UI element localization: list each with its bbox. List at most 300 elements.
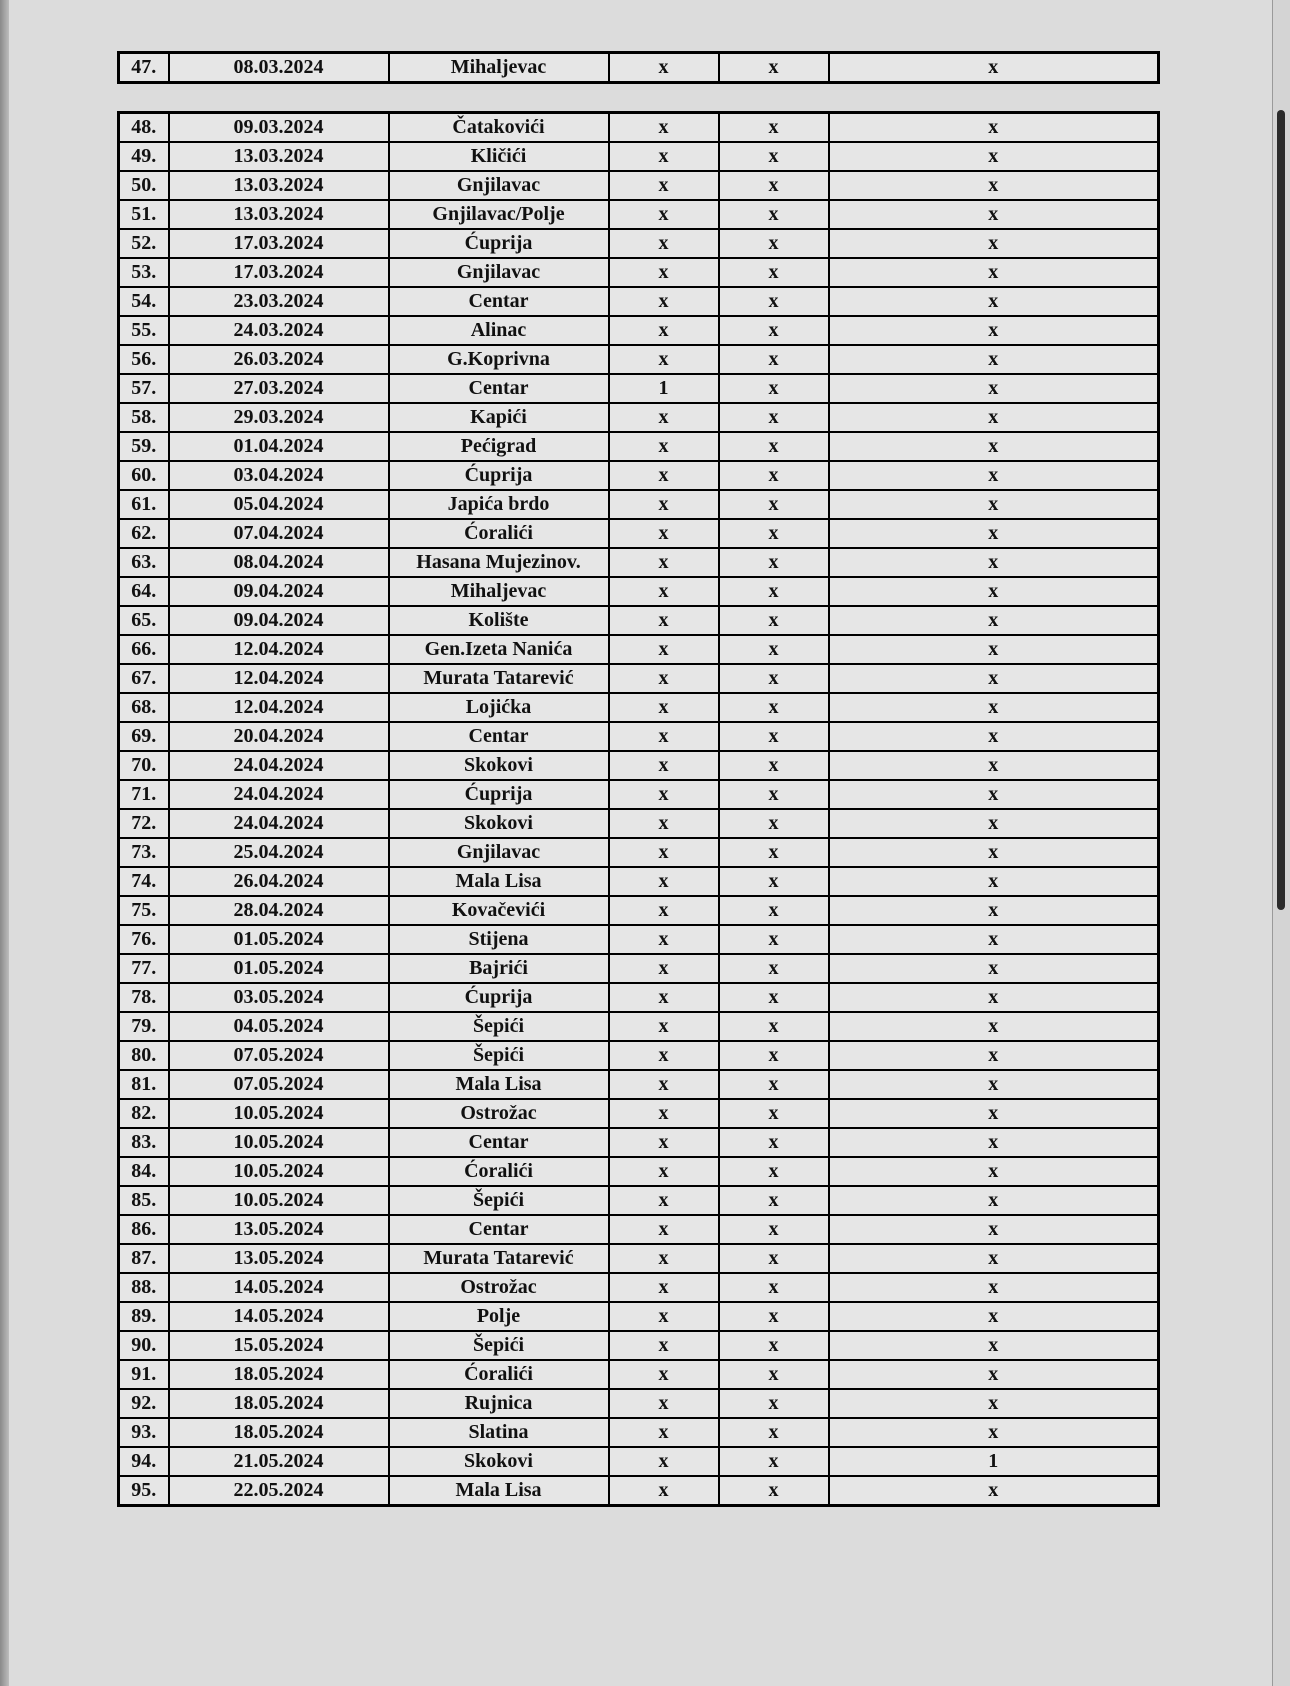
cell-col-c: x <box>829 1012 1159 1041</box>
cell-number: 94. <box>119 1447 169 1476</box>
cell-col-b: x <box>719 809 829 838</box>
cell-location: Mihaljevac <box>389 577 609 606</box>
cell-location: Kličići <box>389 142 609 171</box>
cell-col-b: x <box>719 171 829 200</box>
cell-date: 10.05.2024 <box>169 1157 389 1186</box>
cell-col-a: x <box>609 983 719 1012</box>
cell-number: 52. <box>119 229 169 258</box>
scrollbar-thumb[interactable] <box>1277 110 1285 910</box>
cell-number: 61. <box>119 490 169 519</box>
table-row <box>119 258 1159 287</box>
register-table-body <box>119 113 1159 1506</box>
cell-location: Kapići <box>389 403 609 432</box>
cell-date: 17.03.2024 <box>169 229 389 258</box>
cell-col-a: x <box>609 403 719 432</box>
table-row <box>119 635 1159 664</box>
cell-col-a: x <box>609 1331 719 1360</box>
cell-number: 90. <box>119 1331 169 1360</box>
cell-col-b: x <box>719 519 829 548</box>
cell-col-c: x <box>829 664 1159 693</box>
cell-location: Ćoralići <box>389 1360 609 1389</box>
cell-col-b: x <box>719 1273 829 1302</box>
cell-col-c: x <box>829 1186 1159 1215</box>
table-row <box>119 1215 1159 1244</box>
cell-location: Pećigrad <box>389 432 609 461</box>
cell-date: 13.03.2024 <box>169 200 389 229</box>
table-row <box>119 896 1159 925</box>
cell-col-c: x <box>829 1302 1159 1331</box>
cell-col-b: x <box>719 1331 829 1360</box>
cell-col-a: x <box>609 1099 719 1128</box>
cell-col-a: x <box>609 751 719 780</box>
cell-location: Ćoralići <box>389 519 609 548</box>
cell-location: Mala Lisa <box>389 1070 609 1099</box>
cell-col-c: x <box>829 287 1159 316</box>
cell-col-a: x <box>609 635 719 664</box>
register-table-main <box>117 111 1160 1507</box>
cell-col-c: x <box>829 606 1159 635</box>
cell-col-a: x <box>609 490 719 519</box>
cell-number: 77. <box>119 954 169 983</box>
table-row <box>119 722 1159 751</box>
cell-number: 72. <box>119 809 169 838</box>
cell-col-c: x <box>829 809 1159 838</box>
cell-number: 66. <box>119 635 169 664</box>
cell-col-a: x <box>609 867 719 896</box>
cell-location: Polje <box>389 1302 609 1331</box>
table-row <box>119 1012 1159 1041</box>
cell-location: Rujnica <box>389 1389 609 1418</box>
cell-col-b: x <box>719 461 829 490</box>
cell-date: 01.05.2024 <box>169 954 389 983</box>
cell-col-b: x <box>719 287 829 316</box>
table-row <box>119 403 1159 432</box>
cell-number: 74. <box>119 867 169 896</box>
cell-number: 82. <box>119 1099 169 1128</box>
cell-date: 09.04.2024 <box>169 577 389 606</box>
cell-col-b: x <box>719 722 829 751</box>
cell-col-b: x <box>719 374 829 403</box>
cell-col-a: x <box>609 1128 719 1157</box>
table-row <box>119 200 1159 229</box>
table-row <box>119 1244 1159 1273</box>
cell-col-b: x <box>719 258 829 287</box>
cell-date: 28.04.2024 <box>169 896 389 925</box>
cell-date: 24.04.2024 <box>169 751 389 780</box>
cell-col-b: x <box>719 1447 829 1476</box>
cell-date: 03.04.2024 <box>169 461 389 490</box>
cell-date: 13.05.2024 <box>169 1215 389 1244</box>
cell-col-b: x <box>719 1128 829 1157</box>
cell-col-c: x <box>829 1157 1159 1186</box>
cell-number: 65. <box>119 606 169 635</box>
table-row <box>119 1099 1159 1128</box>
cell-number: 63. <box>119 548 169 577</box>
table-row <box>119 1273 1159 1302</box>
cell-col-a: x <box>609 1418 719 1447</box>
cell-number: 53. <box>119 258 169 287</box>
cell-location: Ostrožac <box>389 1099 609 1128</box>
cell-col-c: x <box>829 171 1159 200</box>
cell-date: 24.04.2024 <box>169 780 389 809</box>
cell-number: 92. <box>119 1389 169 1418</box>
cell-col-a: x <box>609 316 719 345</box>
cell-location: Alinac <box>389 316 609 345</box>
cell-col-c: x <box>829 258 1159 287</box>
cell-col-c: x <box>829 1128 1159 1157</box>
cell-location: Šepići <box>389 1331 609 1360</box>
cell-col-c: x <box>829 432 1159 461</box>
cell-location: Čatakovići <box>389 113 609 143</box>
cell-col-c: x <box>829 1476 1159 1506</box>
table-row <box>119 345 1159 374</box>
cell-number: 93. <box>119 1418 169 1447</box>
cell-col-b: x <box>719 983 829 1012</box>
table-row <box>119 1186 1159 1215</box>
cell-location: Šepići <box>389 1041 609 1070</box>
cell-col-c: x <box>829 1418 1159 1447</box>
cell-location: Ostrožac <box>389 1273 609 1302</box>
cell-col-a: x <box>609 1041 719 1070</box>
cell-col-b: x <box>719 780 829 809</box>
cell-number: 49. <box>119 142 169 171</box>
cell-number: 79. <box>119 1012 169 1041</box>
cell-number: 81. <box>119 1070 169 1099</box>
table-row <box>119 606 1159 635</box>
cell-col-c: x <box>829 345 1159 374</box>
cell-col-c: 1 <box>829 1447 1159 1476</box>
cell-col-c: x <box>829 490 1159 519</box>
cell-col-b: x <box>719 606 829 635</box>
table-row <box>119 287 1159 316</box>
cell-number: 71. <box>119 780 169 809</box>
cell-col-a: x <box>609 1273 719 1302</box>
cell-col-b: x <box>719 925 829 954</box>
cell-col-b: x <box>719 1099 829 1128</box>
cell-location: Centar <box>389 722 609 751</box>
cell-date: 18.05.2024 <box>169 1389 389 1418</box>
cell-location: Gnjilavac/Polje <box>389 200 609 229</box>
cell-col-c: x <box>829 896 1159 925</box>
cell-col-a: x <box>609 1244 719 1273</box>
cell-location: Gnjilavac <box>389 258 609 287</box>
table-row <box>119 867 1159 896</box>
table-row <box>119 838 1159 867</box>
cell-col-b: x <box>719 1041 829 1070</box>
cell-number: 89. <box>119 1302 169 1331</box>
cell-location: Gen.Izeta Nanića <box>389 635 609 664</box>
cell-number: 47. <box>119 53 169 83</box>
table-row <box>119 1331 1159 1360</box>
cell-location: Murata Tatarević <box>389 1244 609 1273</box>
cell-col-b: x <box>719 1389 829 1418</box>
cell-col-b: x <box>719 954 829 983</box>
cell-col-c: x <box>829 1215 1159 1244</box>
cell-col-b: x <box>719 1360 829 1389</box>
cell-location: Slatina <box>389 1418 609 1447</box>
cell-col-b: x <box>719 316 829 345</box>
cell-col-a: 1 <box>609 374 719 403</box>
cell-col-a: x <box>609 548 719 577</box>
table-row <box>119 1128 1159 1157</box>
cell-col-b: x <box>719 403 829 432</box>
viewer-left-edge <box>0 0 9 1686</box>
cell-location: Šepići <box>389 1012 609 1041</box>
cell-col-a: x <box>609 780 719 809</box>
cell-col-b: x <box>719 896 829 925</box>
cell-number: 57. <box>119 374 169 403</box>
cell-date: 08.03.2024 <box>169 53 389 83</box>
cell-location: Ćuprija <box>389 461 609 490</box>
cell-number: 62. <box>119 519 169 548</box>
cell-col-a: x <box>609 1012 719 1041</box>
cell-location: G.Koprivna <box>389 345 609 374</box>
cell-col-a: x <box>609 229 719 258</box>
cell-col-b: x <box>719 200 829 229</box>
cell-date: 13.03.2024 <box>169 171 389 200</box>
cell-col-b: x <box>719 1476 829 1506</box>
cell-date: 12.04.2024 <box>169 635 389 664</box>
cell-col-a: x <box>609 954 719 983</box>
table-row <box>119 374 1159 403</box>
cell-col-a: x <box>609 577 719 606</box>
table-row <box>119 954 1159 983</box>
cell-date: 08.04.2024 <box>169 548 389 577</box>
cell-col-c: x <box>829 722 1159 751</box>
cell-location: Gnjilavac <box>389 171 609 200</box>
table-row <box>119 809 1159 838</box>
cell-col-c: x <box>829 113 1159 143</box>
table-row <box>119 664 1159 693</box>
cell-number: 91. <box>119 1360 169 1389</box>
cell-col-c: x <box>829 838 1159 867</box>
cell-location: Centar <box>389 1128 609 1157</box>
table-row <box>119 983 1159 1012</box>
cell-col-b: x <box>719 577 829 606</box>
cell-date: 20.04.2024 <box>169 722 389 751</box>
cell-date: 25.04.2024 <box>169 838 389 867</box>
cell-col-a: x <box>609 664 719 693</box>
cell-col-a: x <box>609 432 719 461</box>
cell-date: 23.03.2024 <box>169 287 389 316</box>
table-row <box>119 316 1159 345</box>
cell-date: 10.05.2024 <box>169 1099 389 1128</box>
cell-col-b: x <box>719 1070 829 1099</box>
table-row <box>119 229 1159 258</box>
cell-col-a: x <box>609 722 719 751</box>
cell-col-a: x <box>609 1215 719 1244</box>
cell-location: Kolište <box>389 606 609 635</box>
cell-date: 17.03.2024 <box>169 258 389 287</box>
cell-col-c: x <box>829 751 1159 780</box>
cell-date: 21.05.2024 <box>169 1447 389 1476</box>
cell-date: 09.04.2024 <box>169 606 389 635</box>
cell-location: Stijena <box>389 925 609 954</box>
cell-col-a: x <box>609 1389 719 1418</box>
cell-col-a: x <box>609 838 719 867</box>
table-row <box>119 751 1159 780</box>
table-row <box>119 1418 1159 1447</box>
cell-date: 03.05.2024 <box>169 983 389 1012</box>
table-row <box>119 53 1159 83</box>
cell-date: 27.03.2024 <box>169 374 389 403</box>
cell-date: 13.03.2024 <box>169 142 389 171</box>
cell-location: Mala Lisa <box>389 1476 609 1506</box>
cell-number: 67. <box>119 664 169 693</box>
cell-date: 24.04.2024 <box>169 809 389 838</box>
cell-col-c: x <box>829 461 1159 490</box>
cell-location: Mala Lisa <box>389 867 609 896</box>
cell-col-b: x <box>719 867 829 896</box>
cell-number: 60. <box>119 461 169 490</box>
cell-location: Skokovi <box>389 1447 609 1476</box>
cell-col-a: x <box>609 200 719 229</box>
cell-col-b: x <box>719 693 829 722</box>
cell-col-a: x <box>609 925 719 954</box>
cell-col-a: x <box>609 461 719 490</box>
cell-col-a: x <box>609 1070 719 1099</box>
cell-col-c: x <box>829 200 1159 229</box>
cell-col-a: x <box>609 1476 719 1506</box>
cell-location: Ćoralići <box>389 1157 609 1186</box>
table-row <box>119 490 1159 519</box>
cell-number: 78. <box>119 983 169 1012</box>
cell-date: 26.03.2024 <box>169 345 389 374</box>
cell-date: 26.04.2024 <box>169 867 389 896</box>
cell-col-b: x <box>719 1215 829 1244</box>
cell-date: 12.04.2024 <box>169 693 389 722</box>
table-row <box>119 577 1159 606</box>
table-row <box>119 780 1159 809</box>
cell-col-b: x <box>719 635 829 664</box>
cell-col-a: x <box>609 809 719 838</box>
cell-date: 01.04.2024 <box>169 432 389 461</box>
table-row <box>119 113 1159 143</box>
cell-date: 04.05.2024 <box>169 1012 389 1041</box>
cell-date: 10.05.2024 <box>169 1128 389 1157</box>
cell-date: 29.03.2024 <box>169 403 389 432</box>
cell-col-b: x <box>719 1012 829 1041</box>
cell-col-b: x <box>719 1302 829 1331</box>
cell-number: 58. <box>119 403 169 432</box>
cell-col-c: x <box>829 983 1159 1012</box>
cell-number: 76. <box>119 925 169 954</box>
cell-number: 95. <box>119 1476 169 1506</box>
table-row <box>119 1157 1159 1186</box>
cell-date: 24.03.2024 <box>169 316 389 345</box>
cell-col-a: x <box>609 1186 719 1215</box>
cell-col-a: x <box>609 287 719 316</box>
cell-col-c: x <box>829 316 1159 345</box>
cell-col-b: x <box>719 142 829 171</box>
cell-number: 59. <box>119 432 169 461</box>
cell-number: 87. <box>119 1244 169 1273</box>
cell-number: 86. <box>119 1215 169 1244</box>
cell-location: Bajrići <box>389 954 609 983</box>
table-row <box>119 1070 1159 1099</box>
cell-col-c: x <box>829 1360 1159 1389</box>
cell-number: 84. <box>119 1157 169 1186</box>
cell-col-b: x <box>719 113 829 143</box>
cell-col-a: x <box>609 519 719 548</box>
cell-col-c: x <box>829 780 1159 809</box>
cell-location: Skokovi <box>389 809 609 838</box>
table-row <box>119 432 1159 461</box>
cell-date: 05.04.2024 <box>169 490 389 519</box>
cell-location: Mihaljevac <box>389 53 609 83</box>
cell-number: 73. <box>119 838 169 867</box>
cell-col-b: x <box>719 548 829 577</box>
table-row <box>119 519 1159 548</box>
cell-location: Šepići <box>389 1186 609 1215</box>
cell-col-a: x <box>609 113 719 143</box>
cell-col-a: x <box>609 1302 719 1331</box>
cell-col-c: x <box>829 954 1159 983</box>
cell-col-b: x <box>719 432 829 461</box>
cell-number: 85. <box>119 1186 169 1215</box>
cell-col-c: x <box>829 925 1159 954</box>
cell-date: 07.05.2024 <box>169 1041 389 1070</box>
cell-location: Lojićka <box>389 693 609 722</box>
cell-col-c: x <box>829 403 1159 432</box>
cell-number: 54. <box>119 287 169 316</box>
cell-col-a: x <box>609 258 719 287</box>
cell-col-c: x <box>829 1041 1159 1070</box>
cell-location: Ćuprija <box>389 983 609 1012</box>
cell-col-b: x <box>719 1186 829 1215</box>
cell-col-c: x <box>829 577 1159 606</box>
cell-number: 64. <box>119 577 169 606</box>
cell-col-a: x <box>609 345 719 374</box>
cell-number: 68. <box>119 693 169 722</box>
cell-col-a: x <box>609 1360 719 1389</box>
cell-date: 07.05.2024 <box>169 1070 389 1099</box>
cell-col-a: x <box>609 896 719 925</box>
cell-location: Kovačevići <box>389 896 609 925</box>
cell-col-a: x <box>609 142 719 171</box>
cell-number: 83. <box>119 1128 169 1157</box>
cell-date: 01.05.2024 <box>169 925 389 954</box>
cell-date: 07.04.2024 <box>169 519 389 548</box>
cell-date: 22.05.2024 <box>169 1476 389 1506</box>
cell-location: Centar <box>389 287 609 316</box>
cell-col-b: x <box>719 490 829 519</box>
cell-location: Ćuprija <box>389 780 609 809</box>
cell-col-c: x <box>829 867 1159 896</box>
cell-col-c: x <box>829 53 1159 83</box>
cell-location: Skokovi <box>389 751 609 780</box>
cell-date: 18.05.2024 <box>169 1360 389 1389</box>
cell-col-b: x <box>719 1244 829 1273</box>
cell-col-c: x <box>829 693 1159 722</box>
cell-col-b: x <box>719 1418 829 1447</box>
table-row <box>119 925 1159 954</box>
cell-col-c: x <box>829 229 1159 258</box>
cell-col-c: x <box>829 1070 1159 1099</box>
cell-date: 12.04.2024 <box>169 664 389 693</box>
cell-col-b: x <box>719 838 829 867</box>
cell-col-c: x <box>829 1273 1159 1302</box>
cell-col-c: x <box>829 1331 1159 1360</box>
cell-col-c: x <box>829 635 1159 664</box>
cell-date: 14.05.2024 <box>169 1273 389 1302</box>
cell-date: 15.05.2024 <box>169 1331 389 1360</box>
cell-number: 55. <box>119 316 169 345</box>
cell-number: 70. <box>119 751 169 780</box>
cell-col-a: x <box>609 53 719 83</box>
table-row <box>119 1360 1159 1389</box>
cell-col-b: x <box>719 1157 829 1186</box>
